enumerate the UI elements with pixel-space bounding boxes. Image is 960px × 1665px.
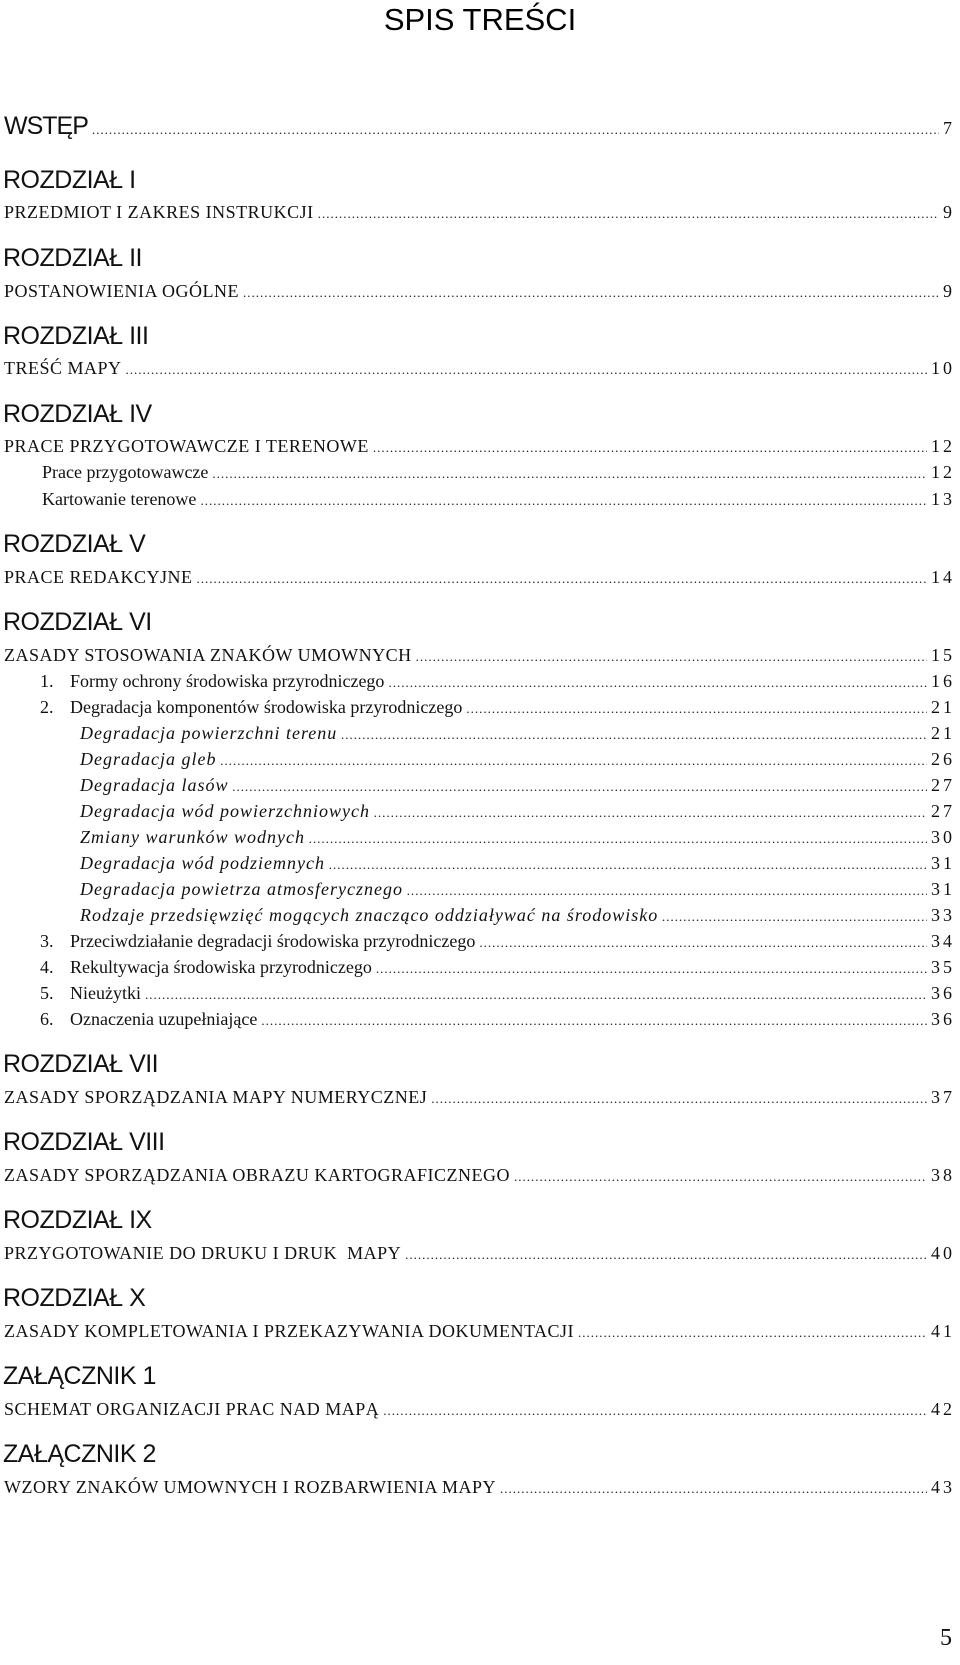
- toc-page-number: 33: [931, 905, 955, 925]
- toc-subentry[interactable]: [40, 983, 955, 1004]
- toc-entry-label: Degradacja lasów: [80, 775, 229, 795]
- dot-leader: [662, 909, 927, 925]
- dot-leader: [200, 493, 927, 509]
- toc-page-number: 21: [931, 723, 955, 743]
- toc-page-number: 30: [931, 827, 955, 847]
- dot-leader: [145, 987, 927, 1003]
- dot-leader: [500, 1481, 927, 1497]
- toc-page-number: 36: [931, 983, 955, 1003]
- toc-entry[interactable]: [4, 436, 955, 457]
- toc-entry-label: PRACE REDAKCYJNE: [4, 567, 193, 587]
- toc-entry-label: TREŚĆ MAPY: [4, 358, 122, 378]
- dot-leader: [431, 1091, 927, 1107]
- dot-leader: [374, 805, 927, 821]
- appendix-heading: ZAŁĄCZNIK 2: [3, 1440, 156, 1468]
- toc-entry-label: POSTANOWIENIA OGÓLNE: [4, 281, 240, 301]
- toc-page-number: 43: [931, 1477, 955, 1497]
- toc-subentry[interactable]: [80, 775, 955, 796]
- toc-page-number: 34: [931, 931, 955, 951]
- toc-page-number: 14: [931, 567, 955, 587]
- dot-leader: [233, 779, 928, 795]
- toc-subentry[interactable]: [42, 462, 955, 483]
- toc-subentry[interactable]: [80, 879, 955, 900]
- toc-entry[interactable]: [4, 1243, 955, 1264]
- dot-leader: [578, 1325, 927, 1341]
- toc-entry[interactable]: [4, 1399, 955, 1420]
- dot-leader: [212, 466, 927, 482]
- toc-page-number: 38: [931, 1165, 955, 1185]
- toc-entry-label: Oznaczenia uzupełniające: [70, 1009, 258, 1029]
- toc-subentry[interactable]: [40, 671, 955, 692]
- toc-entry-label: Kartowanie terenowe: [42, 489, 197, 509]
- toc-page-number: 7: [943, 118, 955, 138]
- toc-page-number: 27: [931, 801, 955, 821]
- dot-leader: [388, 675, 927, 691]
- dot-leader: [405, 1247, 927, 1263]
- page-number: 5: [940, 1625, 952, 1651]
- toc-page-number: 42: [931, 1399, 955, 1419]
- dot-leader: [341, 727, 927, 743]
- toc-entry-label: Rodzaje przedsięwzięć mogących znacząco oddziaływać na środowisko: [80, 905, 659, 925]
- toc-entry-label: ZASADY SPORZĄDZANIA OBRAZU KARTOGRAFICZNEGO: [4, 1165, 510, 1185]
- toc-entry-number: 2.: [40, 697, 54, 717]
- toc-entry-label: WSTĘP: [4, 112, 88, 140]
- toc-page-number: 16: [931, 671, 955, 691]
- toc-page-number: 27: [931, 775, 955, 795]
- toc-entry-label: Degradacja komponentów środowiska przyrodniczego: [70, 697, 463, 717]
- toc-page-number: 31: [931, 879, 955, 899]
- toc-page-number: 35: [931, 957, 955, 977]
- toc-entry-label: Degradacja wód powierzchniowych: [80, 801, 370, 821]
- dot-leader: [329, 857, 927, 873]
- toc-page-number: 15: [931, 645, 955, 665]
- dot-leader: [243, 285, 939, 301]
- toc-entry[interactable]: [4, 567, 955, 588]
- toc-page-number: 9: [943, 281, 955, 301]
- dot-leader: [466, 701, 927, 717]
- toc-page-number: 13: [931, 489, 955, 509]
- toc-page-number: 10: [931, 358, 955, 378]
- toc-entry[interactable]: [4, 1321, 955, 1342]
- dot-leader: [309, 831, 927, 847]
- dot-leader: [383, 1403, 927, 1419]
- toc-page-number: 40: [931, 1243, 955, 1263]
- chapter-heading: ROZDZIAŁ IX: [3, 1206, 152, 1234]
- toc-entry[interactable]: [4, 358, 955, 379]
- toc-entry-label: PRACE PRZYGOTOWAWCZE I TERENOWE: [4, 436, 369, 456]
- dot-leader: [479, 935, 927, 951]
- page-title: SPIS TREŚCI: [383, 2, 577, 37]
- toc-entry-number: 6.: [40, 1009, 54, 1029]
- chapter-heading: ROZDZIAŁ III: [3, 322, 149, 350]
- toc-entry[interactable]: [4, 1087, 955, 1108]
- toc-entry-number: 5.: [40, 983, 54, 1003]
- chapter-heading: ROZDZIAŁ VI: [3, 608, 152, 636]
- toc-entry-label: WZORY ZNAKÓW UMOWNYCH I ROZBARWIENIA MAPY: [4, 1477, 496, 1497]
- toc-entry-label: ZASADY SPORZĄDZANIA MAPY NUMERYCZNEJ: [4, 1087, 428, 1107]
- toc-subentry[interactable]: [42, 489, 955, 510]
- toc-entry-label: Przeciwdziałanie degradacji środowiska przyrodniczego: [70, 931, 476, 951]
- toc-entry-label: ZASADY KOMPLETOWANIA I PRZEKAZYWANIA DOKUMENTACJI: [4, 1321, 575, 1341]
- toc-entry-wstep[interactable]: [4, 112, 955, 141]
- toc-subentry[interactable]: [40, 957, 955, 978]
- toc-entry[interactable]: [4, 281, 955, 302]
- toc-entry-label: Degradacja powietrza atmosferycznego: [80, 879, 403, 899]
- toc-page-number: 36: [931, 1009, 955, 1029]
- toc-entry[interactable]: [4, 1477, 955, 1498]
- chapter-heading: ROZDZIAŁ VII: [3, 1050, 159, 1078]
- toc-page-number: 26: [931, 749, 955, 769]
- dot-leader: [416, 649, 927, 665]
- chapter-heading: ROZDZIAŁ V: [3, 530, 146, 558]
- toc-entry-label: SCHEMAT ORGANIZACJI PRAC NAD MAPĄ: [4, 1399, 380, 1419]
- toc-page-number: 12: [931, 462, 955, 482]
- toc-entry-label: Degradacja gleb: [80, 749, 217, 769]
- toc-entry-label: Nieużytki: [70, 983, 141, 1003]
- toc-subentry[interactable]: [80, 827, 955, 848]
- dot-leader: [92, 122, 939, 138]
- toc-entry-label: ZASADY STOSOWANIA ZNAKÓW UMOWNYCH: [4, 645, 412, 665]
- toc-subentry[interactable]: [40, 697, 955, 718]
- dot-leader: [318, 206, 939, 222]
- dot-leader: [261, 1013, 927, 1029]
- toc-page-number: 12: [931, 436, 955, 456]
- toc-subentry[interactable]: [40, 1009, 955, 1030]
- toc-subentry[interactable]: [80, 905, 955, 926]
- toc-entry-number: 1.: [40, 671, 54, 691]
- dot-leader: [514, 1169, 927, 1185]
- toc-subentry[interactable]: [80, 801, 955, 822]
- toc-entry-label: Rekultywacja środowiska przyrodniczego: [70, 957, 372, 977]
- dot-leader: [373, 440, 927, 456]
- toc-entry-label: Degradacja powierzchni terenu: [80, 723, 338, 743]
- appendix-heading: ZAŁĄCZNIK 1: [3, 1362, 156, 1390]
- toc-entry-number: 3.: [40, 931, 54, 951]
- toc-entry-label: PRZEDMIOT I ZAKRES INSTRUKCJI: [4, 202, 314, 222]
- chapter-heading: ROZDZIAŁ X: [3, 1284, 146, 1312]
- toc-entry-label: Zmiany warunków wodnych: [80, 827, 305, 847]
- dot-leader: [407, 883, 927, 899]
- dot-leader: [220, 753, 927, 769]
- toc-entry[interactable]: [4, 202, 955, 223]
- toc-entry-number: 4.: [40, 957, 54, 977]
- toc-subentry[interactable]: [40, 931, 955, 952]
- chapter-heading: ROZDZIAŁ VIII: [3, 1128, 165, 1156]
- toc-page-number: 41: [931, 1321, 955, 1341]
- dot-leader: [376, 961, 927, 977]
- toc-entry-label: Formy ochrony środowiska przyrodniczego: [70, 671, 385, 691]
- toc-subentry[interactable]: [80, 853, 955, 874]
- toc-page-number: 37: [931, 1087, 955, 1107]
- toc-entry-label: Degradacja wód podziemnych: [80, 853, 325, 873]
- toc-subentry[interactable]: [80, 723, 955, 744]
- chapter-heading: ROZDZIAŁ IV: [3, 400, 152, 428]
- toc-entry-label: Prace przygotowawcze: [42, 462, 209, 482]
- toc-page-number: 31: [931, 853, 955, 873]
- dot-leader: [126, 362, 927, 378]
- toc-subentry[interactable]: [80, 749, 955, 770]
- toc-entry-label: PRZYGOTOWANIE DO DRUKU I DRUK MAPY: [4, 1243, 402, 1263]
- toc-page-number: 9: [943, 202, 955, 222]
- toc-entry[interactable]: [4, 1165, 955, 1186]
- toc-page-number: 21: [931, 697, 955, 717]
- chapter-heading: ROZDZIAŁ I: [3, 166, 136, 194]
- chapter-heading: ROZDZIAŁ II: [3, 244, 142, 272]
- dot-leader: [197, 571, 927, 587]
- toc-entry[interactable]: [4, 645, 955, 666]
